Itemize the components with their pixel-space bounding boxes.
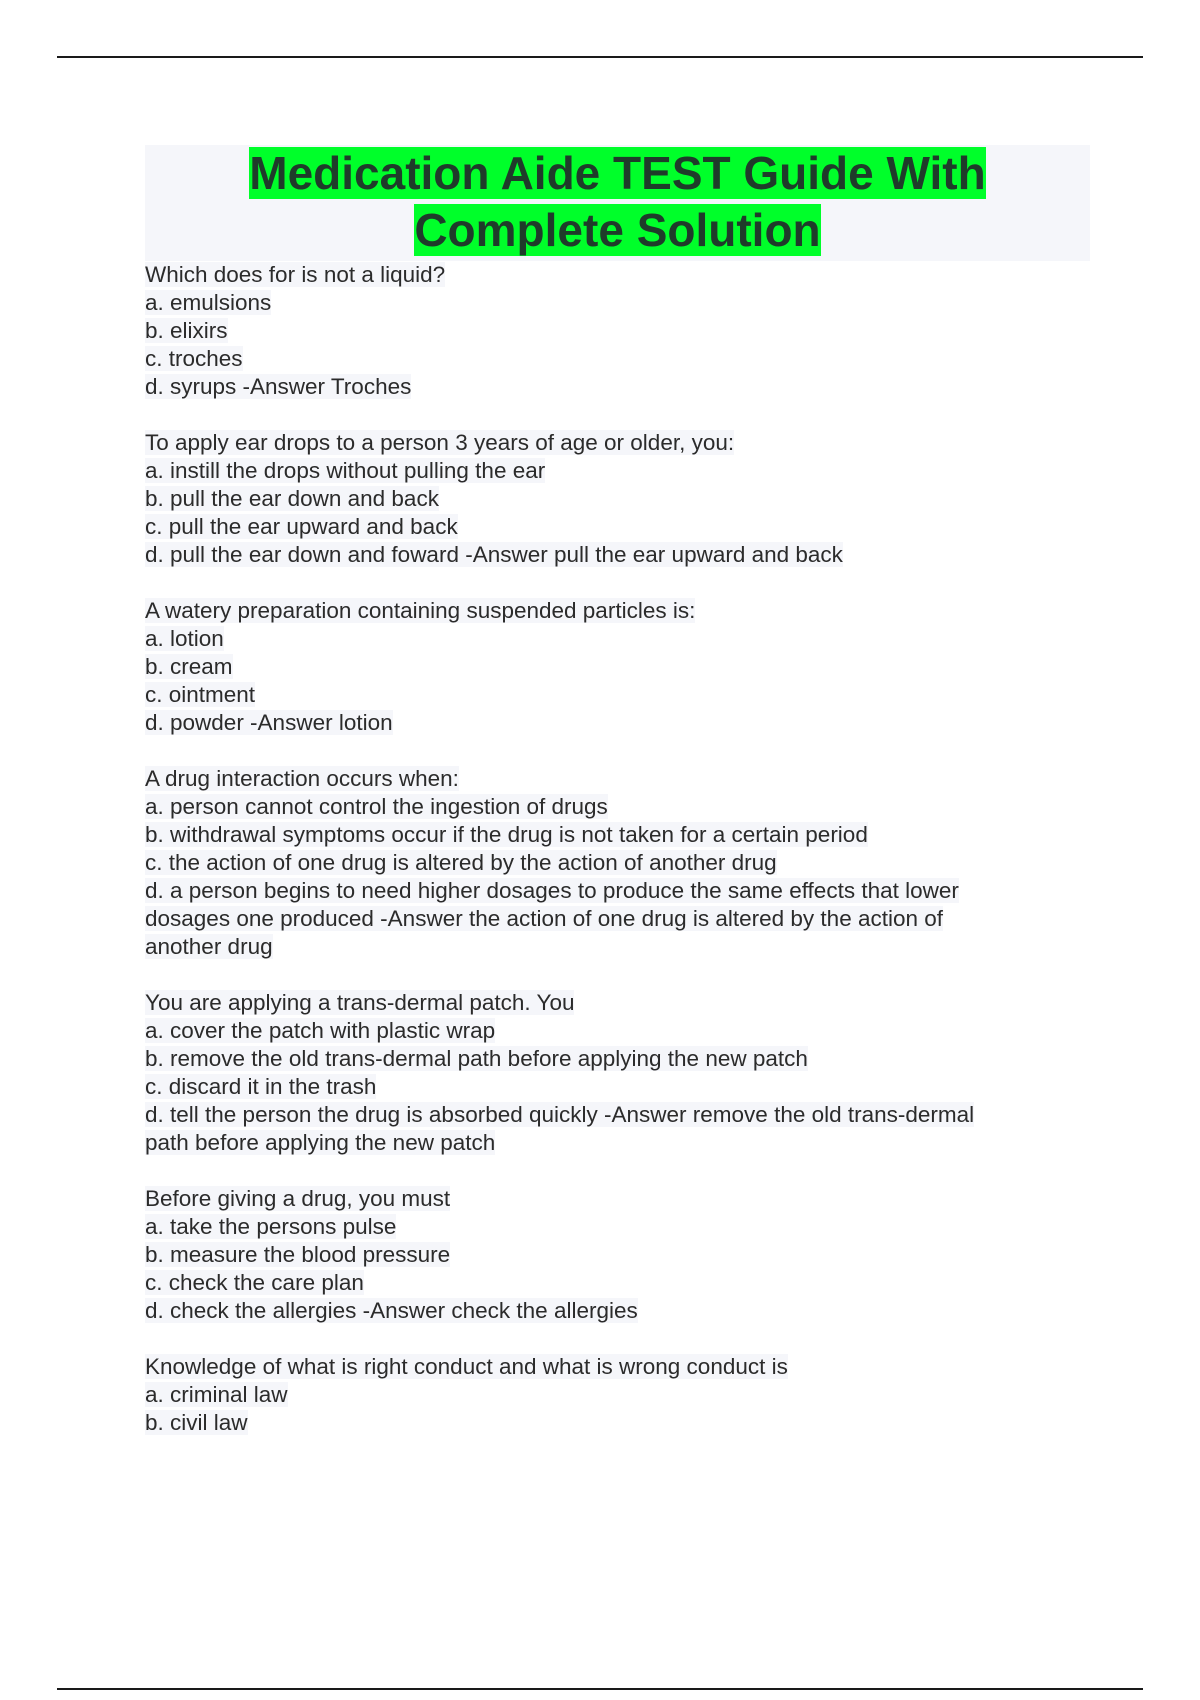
question-block [145, 1353, 1090, 1437]
answer-option [145, 1101, 1090, 1129]
title-block [145, 145, 1090, 261]
question-prompt [145, 597, 1090, 625]
answer-option-text: b. civil law [145, 1410, 248, 1435]
top-rule [57, 56, 1143, 58]
answer-option-text: d. a person begins to need higher dosages to produce the same effects that lower [145, 878, 959, 903]
answer-option [145, 625, 1090, 653]
answer-option-text: b. withdrawal symptoms occur if the drug is not taken for a certain period [145, 822, 868, 847]
question-prompt [145, 1353, 1090, 1381]
answer-option-text: a. emulsions [145, 290, 272, 315]
answer-option-text: c. pull the ear upward and back [145, 514, 458, 539]
answer-option [145, 541, 1090, 569]
answer-option [145, 877, 1090, 905]
answer-option [145, 485, 1090, 513]
answer-option-text: a. take the persons pulse [145, 1214, 397, 1239]
answer-option-text: c. the action of one drug is altered by the action of another drug [145, 850, 777, 875]
answer-option-text: path before applying the new patch [145, 1130, 496, 1155]
answer-option [145, 1129, 1090, 1157]
question-prompt [145, 1185, 1090, 1213]
answer-option-text: d. tell the person the drug is absorbed quickly -Answer remove the old trans-dermal [145, 1102, 975, 1127]
answer-option [145, 1213, 1090, 1241]
answer-option [145, 653, 1090, 681]
answer-option [145, 513, 1090, 541]
question-block [145, 597, 1090, 737]
answer-option-text: dosages one produced -Answer the action of one drug is altered by the action of [145, 906, 944, 931]
answer-option-text: a. lotion [145, 626, 224, 651]
answer-option [145, 1297, 1090, 1325]
question-prompt-text: To apply ear drops to a person 3 years of age or older, you: [145, 430, 735, 455]
question-block [145, 1185, 1090, 1325]
answer-option [145, 1381, 1090, 1409]
question-prompt-text: Knowledge of what is right conduct and what is wrong conduct is [145, 1354, 788, 1379]
question-prompt [145, 429, 1090, 457]
answer-option [145, 289, 1090, 317]
answer-option [145, 457, 1090, 485]
answer-option [145, 849, 1090, 877]
answer-option-text: d. syrups -Answer Troches [145, 374, 412, 399]
answer-option-text: d. pull the ear down and foward -Answer pull the ear upward and back [145, 542, 843, 567]
answer-option-text: a. instill the drops without pulling the ear [145, 458, 546, 483]
answer-option [145, 793, 1090, 821]
question-prompt-text: You are applying a trans-dermal patch. You [145, 990, 575, 1015]
answer-option [145, 317, 1090, 345]
answer-option [145, 1269, 1090, 1297]
answer-option-text: a. cover the patch with plastic wrap [145, 1018, 496, 1043]
question-prompt [145, 989, 1090, 1017]
title-line-1: Medication Aide TEST Guide With [249, 147, 986, 199]
answer-option-text: b. measure the blood pressure [145, 1242, 451, 1267]
answer-option [145, 1241, 1090, 1269]
answer-option [145, 1045, 1090, 1073]
answer-option-text: a. criminal law [145, 1382, 288, 1407]
answer-option [145, 1409, 1090, 1437]
document-body [145, 145, 1090, 1465]
question-prompt-text: A watery preparation containing suspended particles is: [145, 598, 696, 623]
answer-option-text: another drug [145, 934, 273, 959]
bottom-rule [57, 1688, 1143, 1690]
answer-option-text: b. pull the ear down and back [145, 486, 439, 511]
answer-option-text: d. check the allergies -Answer check the allergies [145, 1298, 638, 1323]
answer-option [145, 373, 1090, 401]
question-prompt-text: A drug interaction occurs when: [145, 766, 459, 791]
answer-option [145, 681, 1090, 709]
question-list [145, 261, 1090, 1437]
answer-option-text: c. troches [145, 346, 243, 371]
question-prompt [145, 261, 1090, 289]
question-block [145, 989, 1090, 1157]
answer-option [145, 709, 1090, 737]
question-block [145, 765, 1090, 961]
question-prompt-text: Which does for is not a liquid? [145, 262, 446, 287]
answer-option [145, 933, 1090, 961]
question-block [145, 261, 1090, 401]
question-prompt [145, 765, 1090, 793]
question-prompt-text: Before giving a drug, you must [145, 1186, 451, 1211]
answer-option-text: c. ointment [145, 682, 256, 707]
answer-option [145, 1073, 1090, 1101]
answer-option-text: c. check the care plan [145, 1270, 364, 1295]
answer-option [145, 821, 1090, 849]
answer-option [145, 1017, 1090, 1045]
answer-option-text: c. discard it in the trash [145, 1074, 377, 1099]
answer-option [145, 905, 1090, 933]
answer-option-text: a. person cannot control the ingestion of drugs [145, 794, 608, 819]
question-block [145, 429, 1090, 569]
title-line-2: Complete Solution [414, 204, 821, 256]
answer-option [145, 345, 1090, 373]
answer-option-text: b. elixirs [145, 318, 228, 343]
answer-option-text: b. remove the old trans-dermal path before applying the new patch [145, 1046, 808, 1071]
answer-option-text: b. cream [145, 654, 233, 679]
document-title [145, 145, 1090, 259]
answer-option-text: d. powder -Answer lotion [145, 710, 393, 735]
